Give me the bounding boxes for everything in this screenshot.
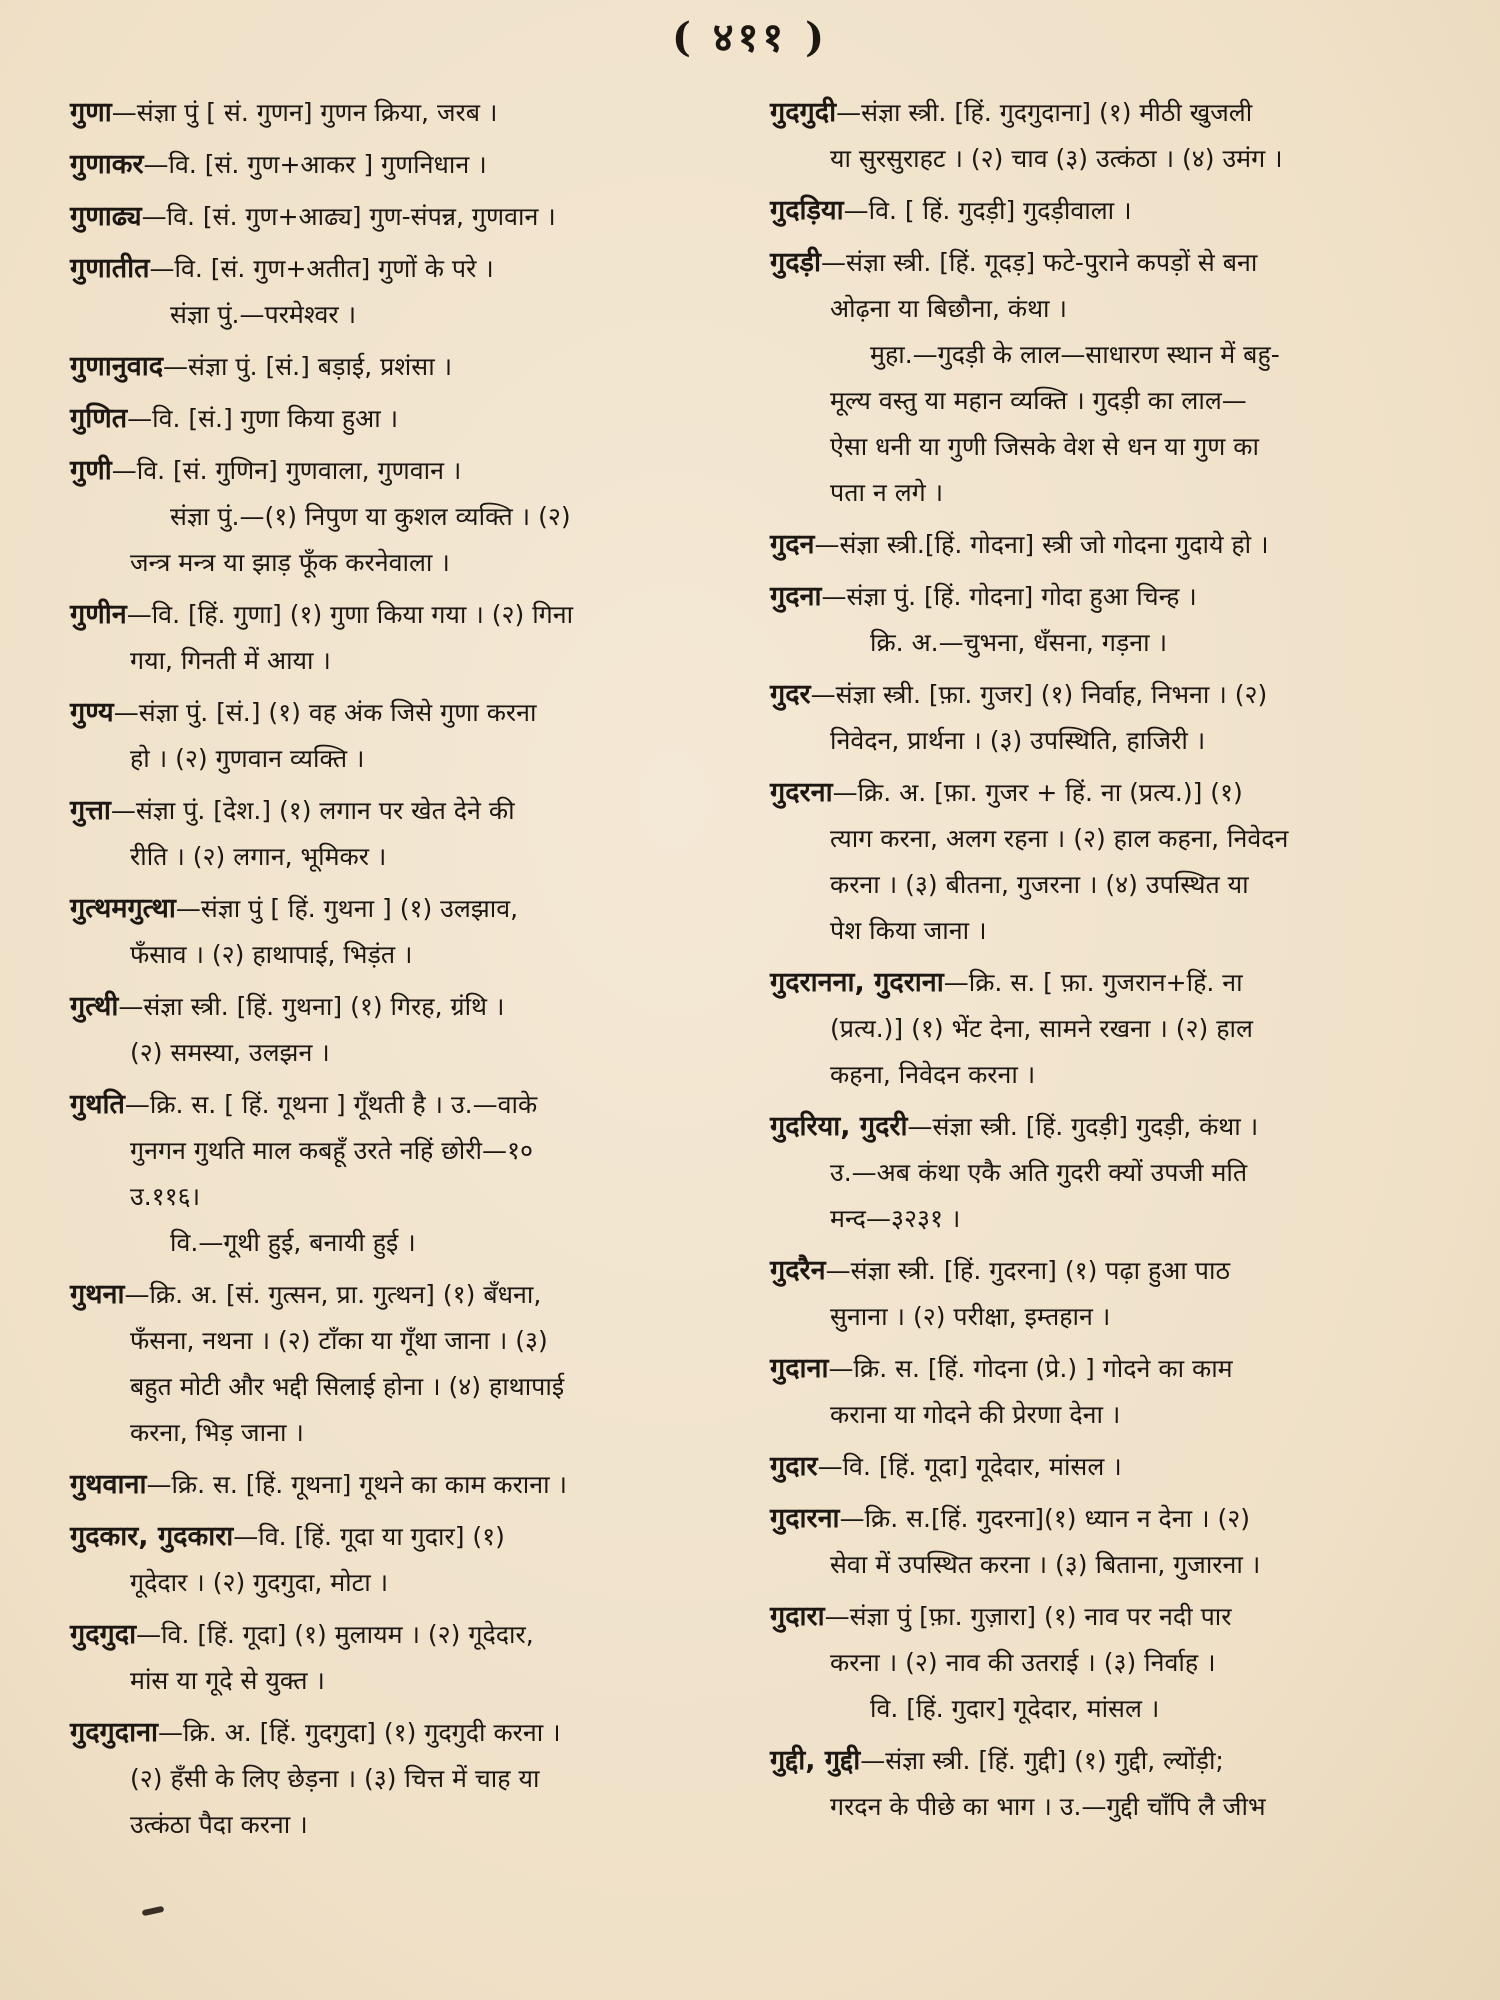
headword: गुदरैन [770, 1255, 826, 1286]
dictionary-entry [70, 886, 730, 978]
entry-headline [770, 1248, 1430, 1294]
dictionary-entry [770, 574, 1430, 666]
definition-text: —वि. [सं. गुण+आकर ] गुणनिधान । [143, 150, 487, 179]
definition-text: —वि. [सं.] गुणा किया हुआ । [127, 404, 399, 433]
definition-text: —वि. [सं. गुण+आढ्य] गुण-संपन्न, गुणवान । [141, 202, 556, 231]
definition-text: —संज्ञा स्त्री. [हिं. गुदड़ी] गुदड़ी, कंथा । [907, 1112, 1259, 1141]
entry-continuation: निवेदन, प्रार्थना । (३) उपस्थिति, हाजिरी । [830, 726, 1206, 755]
headword: गुणित [70, 403, 128, 434]
dictionary-entry [70, 246, 730, 338]
definition-text: —वि. [ हिं. गुदड़ी] गुदड़ीवाला । [843, 196, 1132, 225]
dictionary-entry [770, 240, 1430, 516]
entry-continuation: गरदन के पीछे का भाग । उ.—गुद्दी चाँपि लै जीभ [830, 1792, 1266, 1821]
entry-continuation: बहुत मोटी और भद्दी सिलाई होना । (४) हाथापाई [130, 1372, 565, 1401]
definition-text: —संज्ञा स्त्री. [हिं. गुद्दी] (१) गुद्दी, ल्योंड़ी; [860, 1746, 1224, 1775]
headword: गुणा [70, 97, 112, 128]
dictionary-entry [70, 90, 730, 136]
definition-text: —क्रि. स.[हिं. गुदरना](१) ध्यान न देना । (२) [839, 1504, 1251, 1533]
headword: गुदगुदा [70, 1619, 137, 1650]
ink-mark [142, 1906, 165, 1916]
entry-subsense: मुहा.—गुदड़ी के लाल—साधारण स्थान में बहु- [870, 340, 1280, 369]
entry-headline [70, 788, 730, 834]
definition-text: —क्रि. स. [ हिं. गूथना ] गूँथती है । उ.—वाके [124, 1090, 538, 1119]
entry-headline [770, 240, 1430, 286]
dictionary-entry [70, 984, 730, 1076]
definition-text: —वि. [हिं. गूदा या गुदार] (१) [233, 1522, 505, 1551]
entry-continuation: उ.११६। [130, 1182, 201, 1211]
entry-headline [70, 1612, 730, 1658]
definition-text: —क्रि. स. [हिं. गोदना (प्रे.) ] गोदने का काम [828, 1354, 1233, 1383]
entry-subsense-continuation: पता न लगे । [830, 478, 944, 507]
dictionary-entry [70, 1082, 730, 1266]
definition-text: —वि. [हिं. गुणा] (१) गुणा किया गया । (२) गिना [126, 600, 574, 629]
entry-continuation: हो । (२) गुणवान व्यक्ति । [130, 744, 365, 773]
entry-subsense-continuation: मूल्य वस्तु या महान व्यक्ति । गुदड़ी का लाल— [830, 386, 1247, 415]
page-number: ( ४११ ) [671, 14, 829, 61]
entry-continuation: पेश किया जाना । [830, 916, 987, 945]
dictionary-entry [770, 1346, 1430, 1438]
entry-headline [770, 960, 1430, 1006]
entry-continuation: करना । (३) बीतना, गुजरना । (४) उपस्थित या [830, 870, 1249, 899]
entry-headline [70, 90, 730, 136]
entry-subsense: संज्ञा पुं.—(१) निपुण या कुशल व्यक्ति । (२) [170, 502, 571, 531]
definition-text: —संज्ञा स्त्री. [हिं. गुदरना] (१) पढ़ा हुआ पाठ [825, 1256, 1230, 1285]
headword: गुदर [770, 679, 811, 710]
definition-text: —संज्ञा स्त्री. [फ़ा. गुजर] (१) निर्वाह, निभना । (२) [810, 680, 1268, 709]
headword: गुणातीत [70, 253, 150, 284]
headword: गुदाना [770, 1353, 829, 1384]
headword: गुदड़ी [770, 247, 821, 278]
entry-headline [70, 1272, 730, 1318]
headword: गुदकार, गुदकारा [70, 1521, 234, 1552]
entry-headline [70, 1514, 730, 1560]
dictionary-entry [70, 344, 730, 390]
headword: गुणाढ्य [70, 201, 142, 232]
dictionary-entry [770, 1248, 1430, 1340]
entry-headline [70, 1710, 730, 1756]
entry-continuation: मांस या गूदे से युक्त । [130, 1666, 325, 1695]
dictionary-entry [770, 1496, 1430, 1588]
dictionary-entry [70, 690, 730, 782]
entry-headline [770, 1738, 1430, 1784]
entry-continuation: फँसाव । (२) हाथापाई, भिड़ंत । [130, 940, 413, 969]
definition-text: —वि. [हिं. गूदा] गूदेदार, मांसल । [817, 1452, 1122, 1481]
entry-headline [770, 1496, 1430, 1542]
dictionary-entry [70, 592, 730, 684]
entry-headline [770, 770, 1430, 816]
definition-text: —संज्ञा पुं [ हिं. गुथना ] (१) उलझाव, [175, 894, 519, 923]
dictionary-entry [70, 142, 730, 188]
dictionary-entry [70, 396, 730, 442]
entry-headline [770, 1444, 1430, 1490]
right-column [770, 90, 1430, 1836]
headword: गुण्य [70, 697, 114, 728]
headword: गुदन [770, 529, 815, 560]
dictionary-entry [770, 1444, 1430, 1490]
dictionary-entry [770, 672, 1430, 764]
dictionary-entry [70, 1514, 730, 1606]
dictionary-entry [70, 1710, 730, 1848]
headword: गुथवाना [70, 1469, 147, 1500]
entry-continuation: मन्द—३२३१ । [830, 1204, 961, 1233]
definition-text: —क्रि. अ. [फ़ा. गुजर + हिं. ना (प्रत्य.)] (१) [832, 778, 1243, 807]
definition-text: —क्रि. अ. [सं. गुत्सन, प्रा. गुत्थन] (१) बँधना, [124, 1280, 542, 1309]
definition-text: —संज्ञा पुं. [हिं. गोदना] गोदा हुआ चिन्ह । [821, 582, 1197, 611]
headword: गुद्दी, गुद्दी [770, 1745, 861, 1776]
entry-headline [70, 194, 730, 240]
entry-subsense-continuation: ऐसा धनी या गुणी जिसके वेश से धन या गुण का [830, 432, 1259, 461]
entry-headline [70, 1082, 730, 1128]
headword: गुदगुदाना [70, 1717, 159, 1748]
dictionary-entry [770, 90, 1430, 182]
entry-headline [70, 690, 730, 736]
entry-continuation: या सुरसुराहट । (२) चाव (३) उत्कंठा । (४) उमंग । [830, 144, 1283, 173]
entry-continuation: (प्रत्य.)] (१) भेंट देना, सामने रखना । (२) हाल [830, 1014, 1253, 1043]
definition-text: —संज्ञा स्त्री. [हिं. गुथना] (१) गिरह, ग्रंथि । [118, 992, 505, 1021]
entry-headline [70, 1462, 730, 1508]
entry-continuation: उत्कंठा पैदा करना । [130, 1810, 308, 1839]
definition-text: —संज्ञा स्त्री. [हिं. गूदड़] फटे-पुराने कपड़ों से बना [820, 248, 1258, 277]
entry-headline [70, 396, 730, 442]
definition-text: —संज्ञा पुं [फ़ा. गुज़ारा] (१) नाव पर नदी पार [824, 1602, 1232, 1631]
headword: गुत्ता [70, 795, 111, 826]
entry-headline [70, 886, 730, 932]
dictionary-entry [70, 448, 730, 586]
headword: गुदारा [770, 1601, 825, 1632]
entry-headline [770, 1594, 1430, 1640]
headword: गुदना [770, 581, 822, 612]
definition-text: —संज्ञा पुं. [सं.] बड़ाई, प्रशंसा । [163, 352, 453, 381]
definition-text: —क्रि. स. [ फ़ा. गुजरान+हिं. ना [943, 968, 1243, 997]
dictionary-entry [770, 1594, 1430, 1732]
dictionary-entry [70, 194, 730, 240]
entry-subsense: वि.—गूथी हुई, बनायी हुई । [170, 1228, 416, 1257]
entry-continuation: उ.—अब कंथा एकै अति गुदरी क्यों उपजी मति [830, 1158, 1248, 1187]
dictionary-entry [770, 1104, 1430, 1242]
definition-text: —संज्ञा स्त्री. [हिं. गुदगुदाना] (१) मीठी खुजली [836, 98, 1253, 127]
entry-headline [770, 1346, 1430, 1392]
entry-subsense-continuation: जन्त्र मन्त्र या झाड़ फूँक करनेवाला । [130, 548, 450, 577]
entry-continuation: करना, भिड़ जाना । [130, 1418, 304, 1447]
dictionary-entry [770, 1738, 1430, 1830]
entry-continuation: सुनाना । (२) परीक्षा, इम्तहान । [830, 1302, 1111, 1331]
entry-continuation: गुनगन गुथति माल कबहूँ उरते नहिं छोरी—१० [130, 1136, 533, 1165]
entry-headline [70, 592, 730, 638]
definition-text: —क्रि. अ. [हिं. गुदगुदा] (१) गुदगुदी करना । [158, 1718, 561, 1747]
headword: गुत्थी [70, 991, 119, 1022]
headword: गुणीन [70, 599, 127, 630]
dictionary-entry [70, 1272, 730, 1456]
entry-headline [70, 984, 730, 1030]
entry-subsense: क्रि. अ.—चुभना, धँसना, गड़ना । [870, 628, 1168, 657]
definition-text: —संज्ञा स्त्री.[हिं. गोदना] स्त्री जो गोदना गुदाये हो । [814, 530, 1269, 559]
left-column [70, 90, 730, 1854]
entry-continuation: (२) हँसी के लिए छेड़ना । (३) चित्त में चाह या [130, 1764, 540, 1793]
definition-text: —वि. [हिं. गूदा] (१) मुलायम । (२) गूदेदार, [136, 1620, 534, 1649]
entry-subsense: संज्ञा पुं.—परमेश्वर । [170, 300, 357, 329]
entry-continuation: कराना या गोदने की प्रेरणा देना । [830, 1400, 1121, 1429]
entry-headline [70, 448, 730, 494]
entry-headline [770, 574, 1430, 620]
dictionary-entry [770, 522, 1430, 568]
entry-continuation: त्याग करना, अलग रहना । (२) हाल कहना, निवेदन [830, 824, 1289, 853]
headword: गुदरिया, गुदरी [770, 1111, 908, 1142]
headword: गुथति [70, 1089, 125, 1120]
definition-text: —वि. [सं. गुणिन] गुणवाला, गुणवान । [111, 456, 462, 485]
entry-continuation: गया, गिनती में आया । [130, 646, 331, 675]
dictionary-entry [70, 1612, 730, 1704]
entry-continuation: गूदेदार । (२) गुदगुदा, मोटा । [130, 1568, 389, 1597]
entry-continuation: कहना, निवेदन करना । [830, 1060, 1036, 1089]
dictionary-entry [770, 960, 1430, 1098]
definition-text: —क्रि. स. [हिं. गूथना] गूथने का काम कराना । [146, 1470, 568, 1499]
entry-continuation: रीति । (२) लगान, भूमिकर । [130, 842, 387, 871]
entry-headline [770, 1104, 1430, 1150]
headword: गुदगुदी [770, 97, 837, 128]
definition-text: —वि. [सं. गुण+अतीत] गुणों के परे । [149, 254, 494, 283]
entry-headline [70, 344, 730, 390]
headword: गुदार [770, 1451, 818, 1482]
entry-subsense: वि. [हिं. गुदार] गूदेदार, मांसल । [870, 1694, 1160, 1723]
definition-text: —संज्ञा पुं. [देश.] (१) लगान पर खेत देने की [110, 796, 515, 825]
entry-continuation: करना । (२) नाव की उतराई । (३) निर्वाह । [830, 1648, 1216, 1677]
headword: गुणाकर [70, 149, 144, 180]
definition-text: —संज्ञा पुं. [सं.] (१) वह अंक जिसे गुणा करना [113, 698, 537, 727]
headword: गुदारना [770, 1503, 840, 1534]
dictionary-entry [770, 770, 1430, 954]
entry-continuation: ओढ़ना या बिछौना, कंथा । [830, 294, 1067, 323]
definition-text: —संज्ञा पुं [ सं. गुणन] गुणन क्रिया, जरब । [111, 98, 498, 127]
dictionary-entry [70, 788, 730, 880]
entry-headline [70, 246, 730, 292]
headword: गुदरना [770, 777, 833, 808]
headword: गुदरानना, गुदराना [770, 967, 944, 998]
entry-continuation: फँसना, नथना । (२) टाँका या गूँथा जाना । (३) [130, 1326, 548, 1355]
headword: गुथना [70, 1279, 125, 1310]
entry-headline [770, 188, 1430, 234]
entry-headline [770, 672, 1430, 718]
headword: गुणानुवाद [70, 351, 164, 382]
entry-headline [70, 142, 730, 188]
entry-continuation: सेवा में उपस्थित करना । (३) बिताना, गुजारना । [830, 1550, 1261, 1579]
dictionary-entry [770, 188, 1430, 234]
headword: गुणी [70, 455, 112, 486]
headword: गुदड़िया [770, 195, 844, 226]
headword: गुत्थमगुत्था [70, 893, 176, 924]
entry-continuation: (२) समस्या, उलझन । [130, 1038, 330, 1067]
dictionary-entry [70, 1462, 730, 1508]
entry-headline [770, 90, 1430, 136]
entry-headline [770, 522, 1430, 568]
